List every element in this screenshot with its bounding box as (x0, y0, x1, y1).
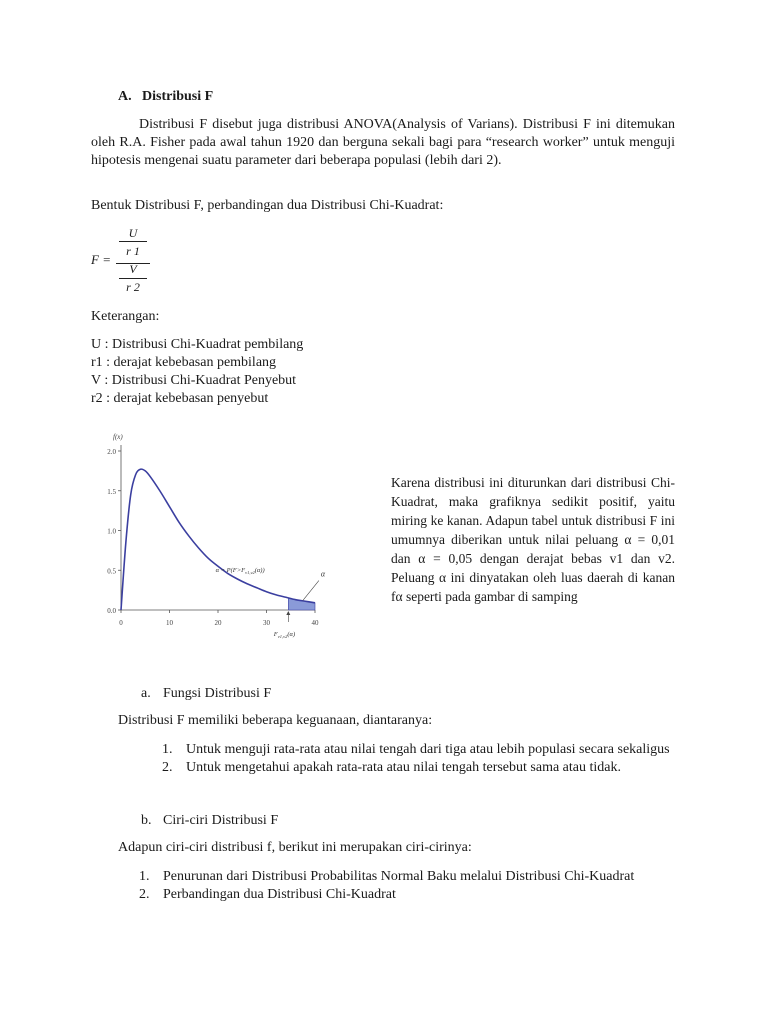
x-tick-label: 40 (311, 619, 319, 627)
critical-arrowhead (286, 611, 290, 615)
y-axis-label: f(x) (113, 433, 123, 441)
subsection-b-title: Ciri-ciri Distribusi F (163, 813, 279, 828)
keterangan-list (91, 336, 303, 408)
f-distribution-chart (96, 420, 334, 646)
list-item (162, 759, 676, 777)
x-tick-label: 30 (263, 619, 270, 627)
list-text: Perbandingan dua Distribusi Chi-Kuadrat (163, 887, 396, 902)
section-title: Distribusi F (142, 89, 214, 104)
formula-bottom-denominator: r 2 (126, 280, 140, 294)
list-number: 2. (139, 887, 150, 902)
list-item (139, 868, 676, 886)
x-tick-label: 20 (214, 619, 222, 627)
uses-list (162, 741, 676, 777)
keterangan-item-v: V : Distribusi Chi-Kuadrat Penyebut (91, 373, 297, 388)
section-heading (118, 89, 213, 105)
curve-annotation: $\alpha = P(F>F_{v1,v2}(\alpha))$ (215, 566, 265, 575)
subsection-a-title: Fungsi Distribusi F (163, 686, 272, 701)
formula-top-numerator: U (128, 226, 138, 240)
critical-value-label: $F_{v1,v2}(\alpha)$ (273, 631, 296, 639)
x-tick-label: 10 (166, 619, 173, 627)
formula-top-bar (119, 241, 147, 242)
list-item (139, 886, 676, 904)
subsection-a-label: a. (141, 686, 151, 701)
formula-bottom-numerator: V (129, 262, 137, 276)
formula-top-denominator: r 1 (126, 244, 140, 258)
alpha-pointer (303, 581, 319, 601)
subsection-b-label: b. (141, 813, 152, 828)
subsection-a-heading (141, 686, 271, 702)
subsection-a-paragraph: Distribusi F memiliki beberapa keguanaan, diantaranya: (118, 713, 433, 728)
y-tick-label: 1.0 (107, 527, 116, 536)
list-text: Untuk mengetahui apakah rata-rata atau nilai tengah tersebut sama atau tidak. (186, 760, 621, 775)
list-number: 1. (162, 742, 173, 757)
list-number: 2. (162, 760, 173, 775)
characteristics-list (139, 868, 676, 904)
side-explanation: Karena distribusi ini diturunkan dari distribusi Chi-Kuadrat, maka grafiknya sedikit positif, yaitu miring ke kanan. Adapun tabel untuk distribusi F ini umumnya diberikan untuk nilai peluang α = 0,01 dan α = 0,05 dengan derajat bebas v1 dan v2. Peluang α ini dinyatakan oleh luas daerah di kanan fα seperti pada gambar di samping (391, 475, 675, 604)
keterangan-item-r1: r1 : derajat kebebasan pembilang (91, 355, 277, 370)
x-tick-label: 0 (119, 619, 123, 627)
keterangan-item-u: U : Distribusi Chi-Kuadrat pembilang (91, 337, 304, 352)
density-curve (121, 469, 315, 610)
section-number: A. (118, 89, 132, 104)
f-formula (91, 224, 151, 300)
intro-paragraph: Distribusi F disebut juga distribusi ANOVA(Analysis of Varians). Distribusi F ini ditemukan oleh R.A. Fisher pada awal tahun 1920 dan berguna sekali bagi para “research worker” untuk menguji hipotesis mengenai suatu parameter dari beberapa populasi (lebih dari 2). (91, 117, 675, 168)
y-tick-label: 0.0 (107, 607, 116, 615)
keterangan-item-r2: r2 : derajat kebebasan penyebut (91, 391, 269, 406)
subsection-b-heading (141, 813, 278, 829)
keterangan-label: Keterangan: (91, 309, 160, 324)
y-tick-label: 2.0 (107, 448, 116, 456)
form-paragraph: Bentuk Distribusi F, perbandingan dua Distribusi Chi-Kuadrat: (91, 198, 444, 213)
list-text: Untuk menguji rata-rata atau nilai tengah dari tiga atau lebih populasi secara sekaligus (186, 742, 670, 757)
formula-bottom-bar (119, 278, 147, 279)
formula-lhs: F = (91, 252, 111, 267)
list-text: Penurunan dari Distribusi Probabilitas Normal Baku melalui Distribusi Chi-Kuadrat (163, 869, 635, 884)
alpha-label: α (320, 569, 326, 579)
y-tick-label: 1.5 (107, 487, 116, 496)
list-number: 1. (139, 869, 150, 884)
subsection-b-paragraph: Adapun ciri-ciri distribusi f, berikut ini merupakan ciri-cirinya: (118, 840, 472, 855)
y-tick-label: 0.5 (107, 567, 116, 576)
list-item (162, 741, 676, 759)
